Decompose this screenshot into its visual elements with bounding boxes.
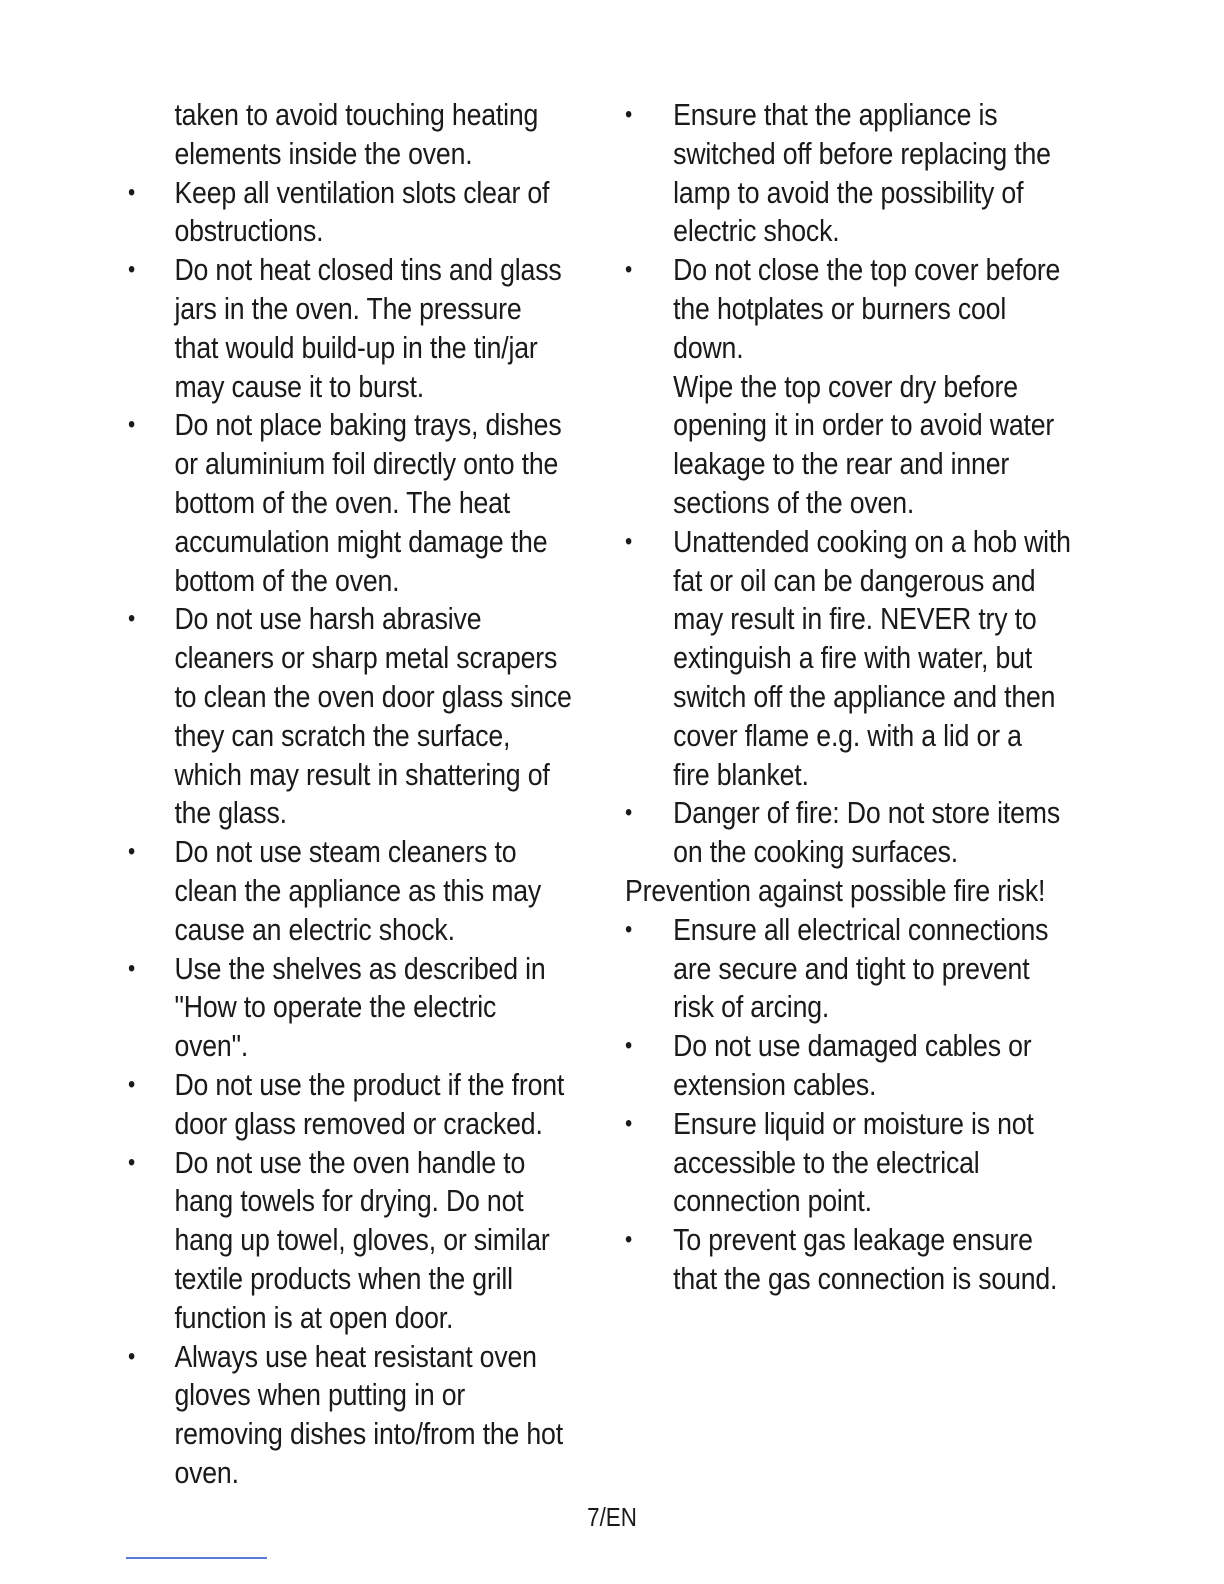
bullet-item — [128, 251, 598, 406]
line-text: bottom of the oven. The heat — [174, 484, 511, 520]
line-text: they can scratch the surface, — [174, 717, 511, 753]
line-text: oven. — [174, 1454, 239, 1490]
text-line — [625, 1105, 1034, 1144]
line-text: Ensure all electrical connections — [673, 911, 1049, 947]
line-text: Do not use the oven handle to — [174, 1144, 526, 1180]
line-text: Wipe the top cover dry before — [673, 368, 1018, 404]
line-text: to clean the oven door glass since — [174, 678, 572, 714]
line-text: Do not close the top cover before — [673, 252, 1061, 288]
text-line — [625, 445, 1029, 484]
line-text: leakage to the rear and inner — [673, 446, 1010, 482]
text-line — [128, 562, 532, 601]
text-line — [625, 251, 1061, 290]
text-line — [128, 484, 532, 523]
text-line — [625, 1182, 1029, 1221]
text-line — [128, 1027, 532, 1066]
line-text: function is at open door. — [174, 1299, 454, 1335]
text-line — [128, 406, 562, 445]
left-column — [128, 96, 598, 1493]
line-text: the glass. — [174, 795, 287, 831]
text-line — [625, 562, 1036, 601]
text-line — [625, 329, 1029, 368]
text-line — [128, 1415, 563, 1454]
text-line — [625, 1144, 1029, 1183]
bullet-icon: • — [128, 411, 136, 439]
bullet-item — [625, 794, 1095, 872]
text-line — [625, 212, 1029, 251]
bullet-icon: • — [625, 1226, 633, 1254]
bullet-item — [128, 950, 598, 1066]
bullet-item — [128, 406, 598, 600]
line-text: extension cables. — [673, 1066, 877, 1102]
text-line — [128, 950, 546, 989]
line-text: cause an electric shock. — [174, 911, 455, 947]
line-text: cover flame e.g. with a lid or a — [673, 717, 1022, 753]
bullet-icon: • — [128, 954, 136, 982]
text-line — [625, 1066, 1029, 1105]
bullet-item — [128, 174, 598, 252]
text-line — [625, 406, 1055, 445]
line-text: switched off before replacing the — [673, 135, 1051, 171]
bullet-icon: • — [128, 838, 136, 866]
bullet-icon: • — [128, 605, 136, 633]
line-text: fat or oil can be dangerous and — [673, 562, 1036, 598]
line-text: hang up towel, gloves, or similar — [174, 1222, 550, 1258]
text-line — [625, 1221, 1033, 1260]
line-text: taken to avoid touching heating — [174, 97, 539, 132]
bullet-item — [625, 1105, 1095, 1221]
line-text: removing dishes into/from the hot — [174, 1416, 563, 1452]
bullet-icon: • — [625, 101, 633, 128]
text-line — [128, 639, 558, 678]
text-line — [625, 368, 1029, 407]
bullet-item — [625, 1027, 1095, 1105]
bullet-icon: • — [128, 1342, 136, 1370]
text-line — [625, 678, 1056, 717]
line-text: "How to operate the electric — [174, 989, 497, 1025]
text-line — [625, 523, 1071, 562]
line-text: Unattended cooking on a hob with — [673, 523, 1071, 559]
text-line — [625, 756, 1029, 795]
line-text: lamp to avoid the possibility of — [673, 174, 1024, 210]
bullet-item — [625, 1221, 1095, 1299]
text-line — [128, 1221, 550, 1260]
bullet-icon: • — [128, 178, 136, 206]
text-line — [128, 1376, 532, 1415]
line-text: down. — [673, 329, 744, 365]
line-text: obstructions. — [174, 213, 324, 249]
line-text: Prevention against possible fire risk! — [625, 872, 1046, 908]
line-text: that would build-up in the tin/jar — [174, 329, 538, 365]
text-line — [128, 1338, 537, 1377]
line-text: oven". — [174, 1028, 249, 1064]
line-text: electric shock. — [673, 213, 840, 249]
line-text: jars in the oven. The pressure — [174, 290, 522, 326]
text-line — [128, 251, 562, 290]
text-line — [128, 911, 532, 950]
text-line — [625, 96, 1029, 135]
line-text: Do not use steam cleaners to — [174, 834, 517, 870]
line-text: Do not place baking trays, dishes — [174, 407, 562, 443]
text-line — [128, 212, 532, 251]
bullet-item — [625, 96, 1095, 251]
line-text: may result in fire. NEVER try to — [673, 601, 1037, 637]
line-text: elements inside the oven. — [174, 135, 473, 171]
line-text: gloves when putting in or — [174, 1377, 466, 1413]
text-line — [128, 1105, 543, 1144]
bullet-icon: • — [625, 799, 633, 827]
bullet-item — [128, 833, 598, 949]
line-text: connection point. — [673, 1183, 872, 1219]
page-number: 7/EN — [587, 1502, 637, 1532]
text-line — [128, 833, 532, 872]
line-text: Do not use the product if the front — [174, 1066, 565, 1102]
bullet-icon: • — [625, 915, 633, 943]
line-text: risk of arcing. — [673, 989, 830, 1025]
text-line — [128, 794, 532, 833]
line-text: may cause it to burst. — [174, 368, 425, 404]
text-line — [128, 1144, 532, 1183]
section-heading — [625, 872, 1095, 911]
text-line — [128, 445, 559, 484]
line-text: accumulation might damage the — [174, 523, 548, 559]
right-column — [625, 96, 1095, 1299]
line-text: clean the appliance as this may — [174, 872, 542, 908]
line-text: Always use heat resistant oven — [174, 1338, 537, 1374]
text-line — [128, 600, 532, 639]
text-line — [128, 135, 532, 174]
text-line — [128, 1299, 532, 1338]
text-line — [128, 368, 532, 407]
text-line — [625, 988, 1029, 1027]
bullet-icon: • — [625, 1032, 633, 1060]
line-text: Do not heat closed tins and glass — [174, 252, 562, 288]
line-text: accessible to the electrical — [673, 1144, 980, 1180]
footer-rule — [126, 1557, 267, 1559]
bullet-item — [128, 600, 598, 833]
line-text: are secure and tight to prevent — [673, 950, 1030, 986]
bullet-item — [128, 1066, 598, 1144]
line-text: To prevent gas leakage ensure — [673, 1222, 1033, 1258]
text-line — [625, 1260, 1058, 1299]
line-text: sections of the oven. — [673, 484, 915, 520]
line-text: textile products when the grill — [174, 1260, 513, 1296]
bullet-icon: • — [128, 256, 136, 284]
text-line — [128, 872, 542, 911]
text-line — [625, 600, 1037, 639]
text-line — [625, 135, 1051, 174]
text-line — [625, 639, 1033, 678]
line-text: the hotplates or burners cool — [673, 290, 1007, 326]
line-text: Danger of fire: Do not store items — [673, 795, 1060, 831]
bullet-item — [625, 911, 1095, 1027]
text-line — [625, 794, 1060, 833]
text-line — [128, 1182, 532, 1221]
bullet-item — [128, 1144, 598, 1338]
line-text: Use the shelves as described in — [174, 950, 546, 986]
line-text: extinguish a fire with water, but — [673, 640, 1033, 676]
line-text: Do not use damaged cables or — [673, 1028, 1032, 1064]
text-line — [128, 756, 550, 795]
bullet-icon: • — [625, 1109, 633, 1137]
line-text: bottom of the oven. — [174, 562, 400, 598]
bullet-item — [625, 523, 1095, 795]
line-text: hang towels for drying. Do not — [174, 1183, 524, 1219]
line-text: on the cooking surfaces. — [673, 834, 959, 870]
text-line — [128, 329, 538, 368]
text-line — [128, 988, 532, 1027]
bullet-icon: • — [128, 1148, 136, 1176]
text-line — [625, 174, 1029, 213]
text-line — [625, 484, 1029, 523]
text-line — [625, 833, 1029, 872]
line-text: opening it in order to avoid water — [673, 407, 1055, 443]
text-line — [625, 290, 1029, 329]
text-line — [128, 523, 548, 562]
line-text: door glass removed or cracked. — [174, 1105, 543, 1141]
text-line — [625, 1027, 1032, 1066]
text-line — [128, 1066, 565, 1105]
line-text: Ensure liquid or moisture is not — [673, 1105, 1034, 1141]
bullet-icon: • — [128, 1070, 136, 1098]
text-line — [625, 717, 1029, 756]
line-text: Keep all ventilation slots clear of — [174, 174, 550, 210]
line-text: Ensure that the appliance is — [673, 97, 998, 132]
bullet-item — [128, 1338, 598, 1493]
line-text: switch off the appliance and then — [673, 678, 1056, 714]
line-text: or aluminium foil directly onto the — [174, 446, 559, 482]
line-text: fire blanket. — [673, 756, 809, 792]
bullet-item — [625, 251, 1095, 523]
text-line — [625, 950, 1029, 989]
line-text: which may result in shattering of — [174, 756, 550, 792]
text-line — [128, 1260, 532, 1299]
line-text: Do not use harsh abrasive — [174, 601, 482, 637]
text-line — [128, 717, 532, 756]
text-line — [128, 96, 539, 135]
bullet-icon: • — [625, 527, 633, 555]
text-line — [625, 911, 1049, 950]
text-line — [625, 872, 1046, 911]
line-text: cleaners or sharp metal scrapers — [174, 640, 558, 676]
text-line — [128, 1454, 532, 1493]
line-text: that the gas connection is sound. — [673, 1260, 1058, 1296]
text-line — [128, 174, 550, 213]
text-line — [128, 290, 532, 329]
bullet-icon: • — [625, 256, 633, 284]
continued-paragraph — [128, 96, 598, 174]
text-line — [128, 678, 572, 717]
